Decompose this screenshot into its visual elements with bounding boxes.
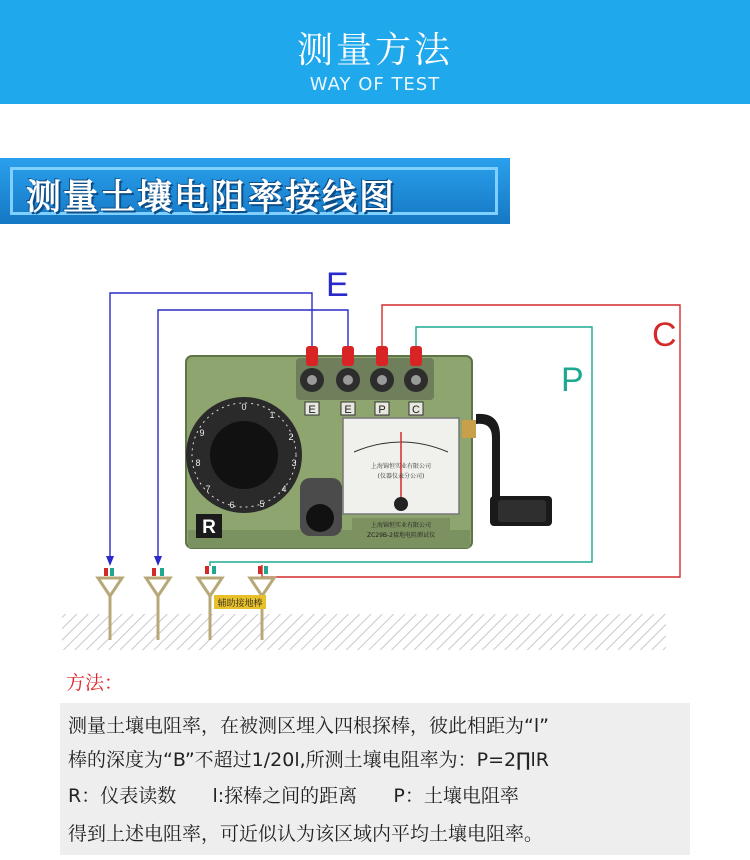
wire-label-e: E [326,266,349,304]
svg-text:上海锦恒实业有限公司: 上海锦恒实业有限公司 [370,463,432,470]
svg-text:E: E [344,404,352,416]
svg-text:上海锦恒实业有限公司: 上海锦恒实业有限公司 [370,522,432,529]
header-subtitle: WAY OF TEST [309,74,441,95]
svg-text:4: 4 [281,484,287,494]
svg-text:P: P [378,404,386,416]
svg-text:R: R [202,517,216,538]
method-line-3: R：仪表读数 l:探棒之间的距离 P：土壤电阻率 [68,785,519,807]
svg-text:7: 7 [205,484,211,494]
header-title: 测量方法 [296,30,453,71]
hand-crank [476,414,500,502]
ground [62,614,666,650]
method-line-1: 测量土壤电阻率，在被测区埋入四根探棒，彼此相距为“l” [68,715,549,737]
svg-text:C: C [412,404,420,416]
wire-label-p: P [561,361,584,399]
svg-text:ZC29B-2接地电阻测试仪: ZC29B-2接地电阻测试仪 [366,532,436,539]
range-knob [306,504,334,532]
method-line-4: 得到上述电阻率，可近似认为该区域内平均土壤电阻率。 [68,823,544,845]
wiring-diagram [0,250,750,660]
section-title-bar [0,158,510,224]
svg-text:3: 3 [291,458,297,468]
svg-text:0: 0 [241,402,247,412]
svg-text:6: 6 [229,500,235,510]
method-line-2: 棒的深度为“B”不超过1/20l,所测土壤电阻率为：P=2∏lR [68,749,549,771]
svg-text:2: 2 [288,432,294,442]
wire-label-c: C [652,316,677,354]
svg-text:9: 9 [199,428,205,438]
svg-text:8: 8 [195,458,201,468]
method-description [60,703,690,855]
svg-text:E: E [308,404,316,416]
svg-text:5: 5 [259,499,265,509]
svg-text:辅助接地棒: 辅助接地棒 [217,599,263,609]
svg-text:1: 1 [269,410,275,420]
section-title: 测量土壤电阻率接线图 [26,178,397,218]
resistance-tester [186,346,552,548]
method-label: 方法： [66,672,124,694]
header-banner [0,0,750,104]
svg-text:(仪器仪表分公司): (仪器仪表分公司) [377,473,425,480]
